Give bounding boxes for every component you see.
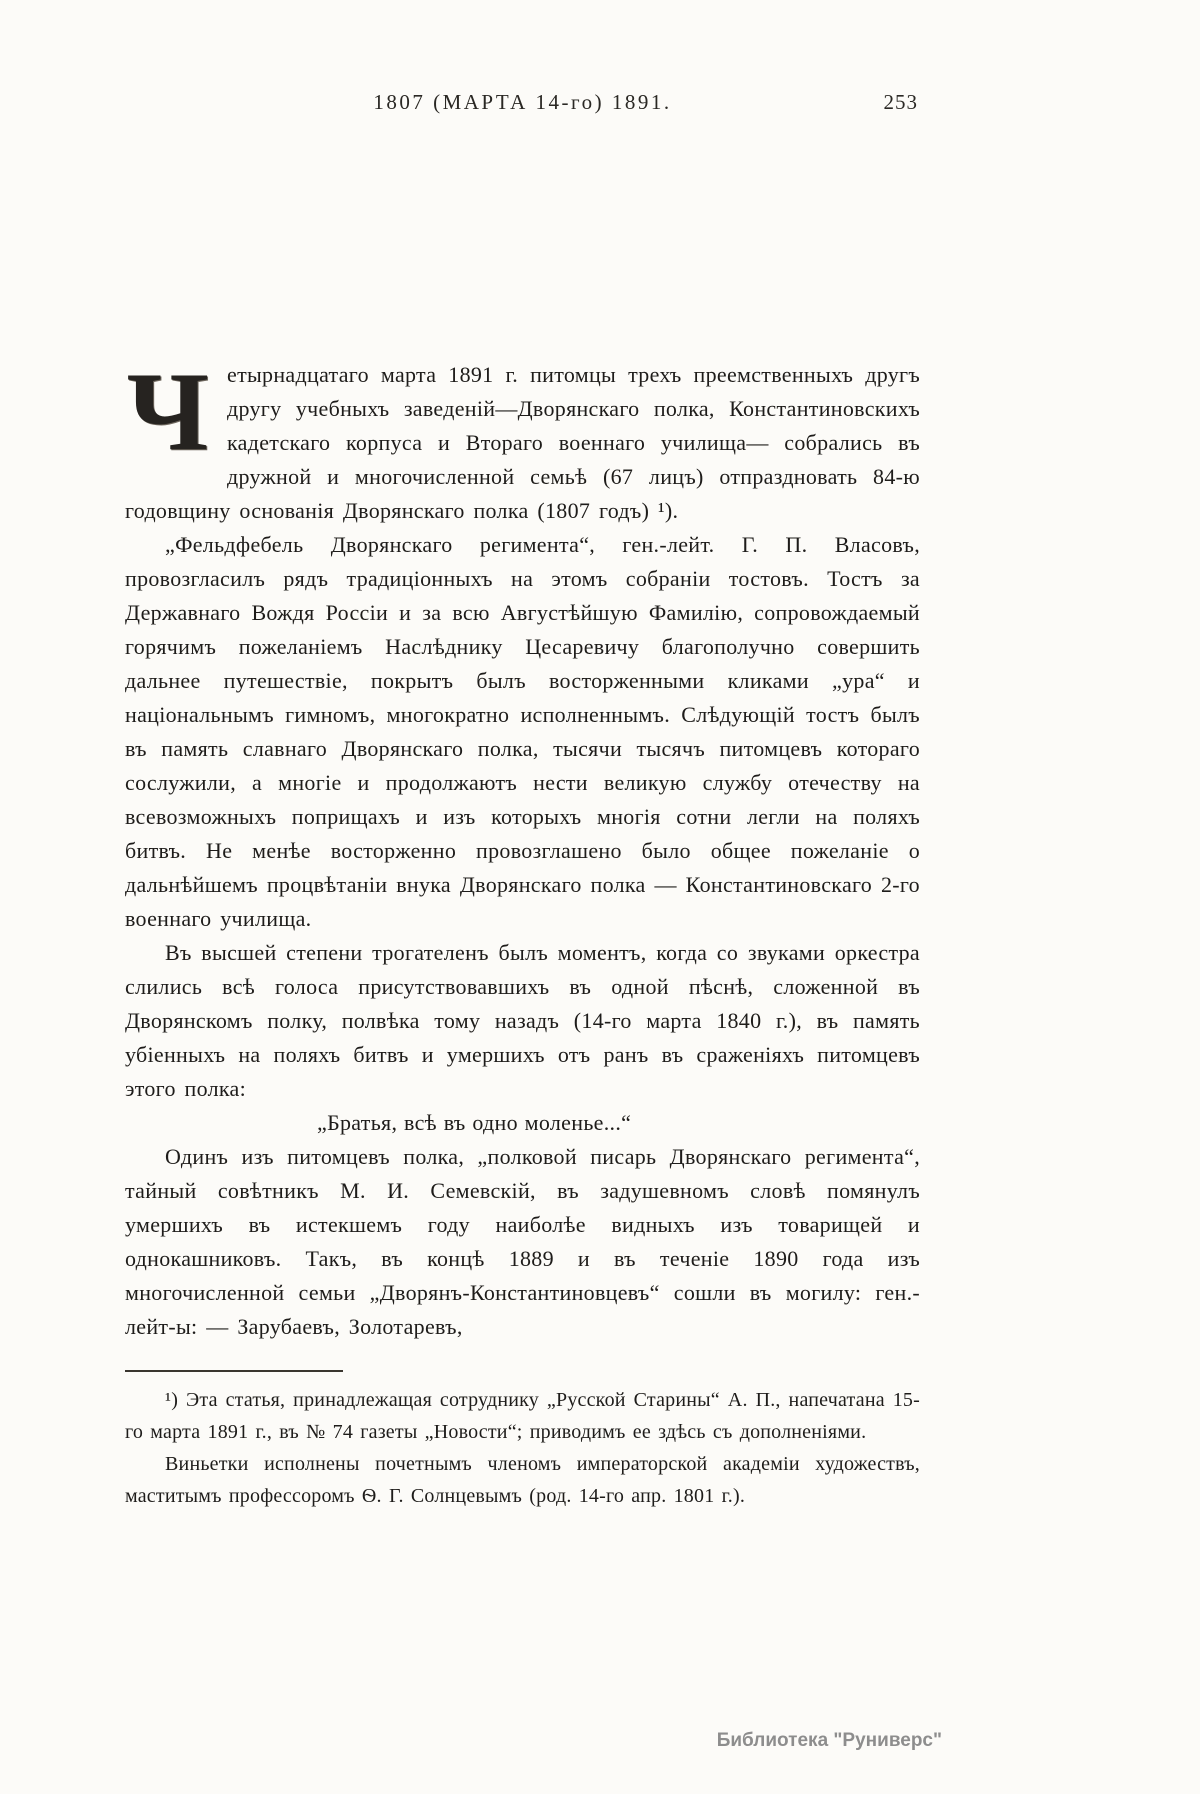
text-column	[125, 0, 920, 1512]
footnote-2: Виньетки исполнены почетнымъ членомъ императорской академіи художествъ, маститымъ профессоромъ Ѳ. Г. Солнцевымъ (род. 14-го апр. 1801 г.).	[125, 1453, 920, 1507]
running-header-title: 1807 (МАРТА 14-го) 1891.	[373, 90, 672, 114]
footnotes-block	[125, 1384, 920, 1512]
paragraph-1: етырнадцатаго марта 1891 г. питомцы трехъ преемственныхъ другъ другу учебныхъ заведеній—Дворянскаго полка, Константиновскихъ кадетскаго корпуса и Втораго военнаго училища— собрались въ дружной и многочисленной семьѣ (67 лицъ) отпраздновать 84-ю годовщину основанія Дворянскаго полка (1807 годъ) ¹).	[125, 362, 920, 523]
page-number: 253	[883, 90, 918, 114]
running-header	[125, 90, 920, 118]
paragraph-2: „Фельдфебель Дворянскаго регимента“, ген.-лейт. Г. П. Власовъ, провозгласилъ рядъ традиціонныхъ на этомъ собраніи тостовъ. Тостъ за Державнаго Вождя Россіи и за всю Августѣйшую Фамилію, сопровождаемый горячимъ пожеланіемъ Наслѣднику Цесаревичу благополучно совершить дальнее путешествіе, покрытъ былъ восторженными кликами „ура“ и національнымъ гимномъ, многократно исполненнымъ. Слѣдующій тостъ былъ въ память славнаго Дворянскаго полка, тысячи тысячъ питомцевъ котораго сослужили, а многіе и продолжаютъ нести великую службу отечеству на всевозможныхъ поприщахъ и изъ которыхъ многія сотни легли на поляхъ битвъ. Не менѣе восторженно провозглашено было общее пожеланіе о дальнѣйшемъ процвѣтаніи внука Дворянскаго полка — Константиновскаго 2-го военнаго училища.	[125, 532, 920, 931]
drop-cap-initial: Ч	[126, 350, 210, 474]
verse-line: „Братья, всѣ въ одно моленье...“	[317, 1110, 632, 1135]
footnote-1: ¹) Эта статья, принадлежащая сотруднику „Русской Старины“ А. П., напечатана 15-го марта 1891 г., въ № 74 газеты „Новости“; приводимъ ее здѣсь съ дополненіями.	[125, 1389, 920, 1443]
paragraph-4: Одинъ изъ питомцевъ полка, „полковой писарь Дворянскаго регимента“, тайный совѣтникъ М. И. Семевскій, въ задушевномъ словѣ помянулъ умершихъ въ истекшемъ году наиболѣе видныхъ изъ товарищей и однокашниковъ. Такъ, въ концѣ 1889 и въ теченіе 1890 года изъ многочисленной семьи „Дворянъ-Константиновцевъ“ сошли въ могилу: ген.-лейт-ы: — Зарубаевъ, Золотаревъ,	[125, 1144, 920, 1339]
body-text	[125, 350, 920, 1344]
footnote-divider	[125, 1370, 343, 1372]
paragraph-3: Въ высшей степени трогателенъ былъ моментъ, когда со звуками оркестра слились всѣ голоса присутствовавшихъ въ одной пѣснѣ, сложенной въ Дворянскомъ полку, полвѣка тому назадъ (14-го марта 1840 г.), въ память убіенныхъ на поляхъ битвъ и умершихъ отъ ранъ въ сраженіяхъ питомцевъ этого полка:	[125, 940, 920, 1101]
library-watermark: Библиотека "Руниверс"	[716, 1730, 942, 1751]
